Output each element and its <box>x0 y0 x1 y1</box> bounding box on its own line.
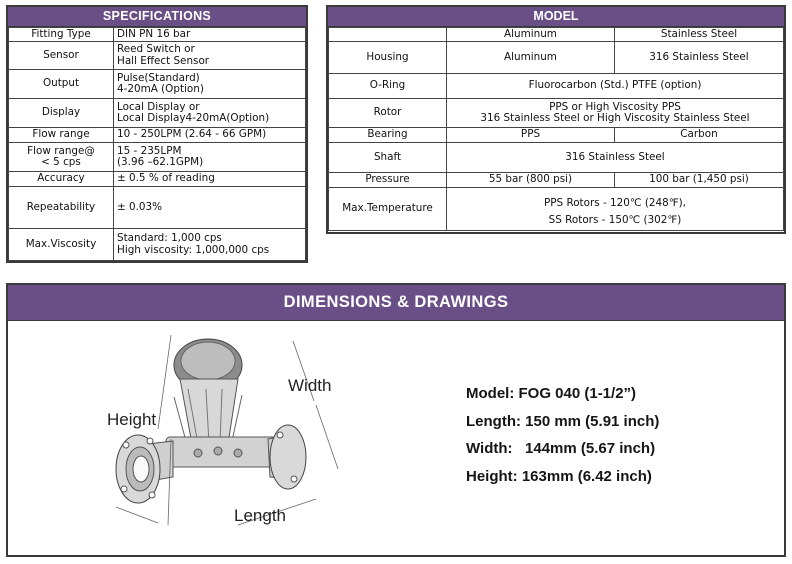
rotor-line: 316 Stainless Steel or High Viscosity Stainless Steel <box>480 112 750 124</box>
spec-value-max-viscosity <box>114 229 306 261</box>
spec-label-flow-range-cps <box>9 143 114 172</box>
table-row <box>329 99 784 128</box>
width-spec: Width: 144mm (5.67 inch) <box>466 440 656 457</box>
table-row <box>329 28 784 42</box>
table-row <box>329 42 784 74</box>
table-row <box>9 172 306 187</box>
spec-value-line: Reed Switch or <box>117 43 195 55</box>
table-row <box>9 229 306 261</box>
max-temp-line: SS Rotors - 150℃ (302℉) <box>548 213 682 226</box>
oring-value: Fluorocarbon (Std.) PTFE (option) <box>447 74 784 99</box>
height-spec: Height: 163mm (6.42 inch) <box>466 467 652 485</box>
spec-value-line: Standard: 1,000 cps <box>117 232 222 244</box>
spec-value-fitting-type: DIN PN 16 bar <box>114 28 306 42</box>
flow-meter-drawing <box>88 329 348 534</box>
dimension-specs <box>466 380 659 490</box>
model-label-bearing: Bearing <box>329 128 447 143</box>
dimensions-header: DIMENSIONS & DRAWINGS <box>8 285 784 321</box>
max-temp-line: PPS Rotors - 120℃ (248℉), <box>544 196 686 209</box>
spec-value-line: Hall Effect Sensor <box>117 54 210 67</box>
housing-aluminum: Aluminum <box>447 42 615 74</box>
rotor-line: PPS or High Viscosity PPS <box>549 100 681 113</box>
spec-label-fitting-type: Fitting Type <box>9 28 114 42</box>
table-row <box>9 128 306 143</box>
spec-label-line: < 5 cps <box>41 156 81 168</box>
spec-value-line: Pulse(Standard) <box>117 71 200 84</box>
table-row <box>9 143 306 172</box>
max-temp-value <box>447 188 784 231</box>
table-row <box>9 70 306 99</box>
right-flange <box>270 425 306 489</box>
model-label-oring: O-Ring <box>329 74 447 99</box>
table-row <box>329 74 784 99</box>
spec-label-display: Display <box>9 99 114 128</box>
model-spec: Model: FOG 040 (1-1/2”) <box>466 385 637 402</box>
spec-value-flow-range-cps <box>114 143 306 172</box>
spec-label-line: Flow range@ <box>27 144 95 157</box>
spec-value-display <box>114 99 306 128</box>
model-label-rotor: Rotor <box>329 99 447 128</box>
pressure-stainless: 100 bar (1,450 psi) <box>615 173 784 188</box>
spec-value-line: 15 - 235LPM <box>117 144 182 157</box>
spec-value-line: Local Display4-20mA(Option) <box>117 112 270 124</box>
column-header-aluminum: Aluminum <box>447 28 615 42</box>
table-row <box>329 173 784 188</box>
spec-label-sensor: Sensor <box>9 42 114 70</box>
spec-value-repeatability: ± 0.03% <box>114 187 306 229</box>
model-header: MODEL <box>328 7 784 27</box>
length-label: Length <box>234 506 286 525</box>
spec-value-line: (3.96 –62.1GPM) <box>117 156 204 168</box>
spec-value-output <box>114 70 306 99</box>
spec-value-line: High viscosity: 1,000,000 cps <box>117 243 270 256</box>
model-label-shaft: Shaft <box>329 143 447 173</box>
width-label: Width <box>288 376 332 395</box>
spec-label-repeatability: Repeatability <box>9 187 114 229</box>
model-label-pressure: Pressure <box>329 173 447 188</box>
spec-value-line: Local Display or <box>117 100 200 113</box>
spec-label-accuracy: Accuracy <box>9 172 114 187</box>
table-row <box>9 42 306 70</box>
length-spec: Length: 150 mm (5.91 inch) <box>466 412 660 430</box>
spec-label-output: Output <box>9 70 114 99</box>
table-row <box>329 128 784 143</box>
spec-value-accuracy: ± 0.5 % of reading <box>114 172 306 187</box>
column-header-stainless: Stainless Steel <box>615 28 784 42</box>
meter-body <box>180 379 238 444</box>
bearing-aluminum: PPS <box>447 128 615 143</box>
model-table <box>328 27 784 231</box>
pressure-aluminum: 55 bar (800 psi) <box>447 173 615 188</box>
table-row <box>9 187 306 229</box>
spec-label-flow-range: Flow range <box>9 128 114 143</box>
model-panel <box>326 5 786 234</box>
model-label-max-temp: Max.Temperature <box>329 188 447 231</box>
table-row <box>329 188 784 231</box>
housing-stainless: 316 Stainless Steel <box>615 42 784 74</box>
spec-label-max-viscosity: Max.Viscosity <box>9 229 114 261</box>
specifications-header: SPECIFICATIONS <box>8 7 306 27</box>
model-label-housing: Housing <box>329 42 447 74</box>
bearing-stainless: Carbon <box>615 128 784 143</box>
spec-value-sensor <box>114 42 306 70</box>
table-row <box>9 99 306 128</box>
specifications-table <box>8 27 306 261</box>
table-row <box>329 143 784 173</box>
spec-value-flow-range: 10 - 250LPM (2.64 - 66 GPM) <box>114 128 306 143</box>
rotor-value <box>447 99 784 128</box>
height-label: Height <box>107 410 157 429</box>
spec-value-line: 4-20mA (Option) <box>117 83 204 95</box>
model-corner-cell <box>329 28 447 42</box>
specifications-panel <box>6 5 308 263</box>
table-row <box>9 28 306 42</box>
dimensions-panel <box>6 283 786 557</box>
shaft-value: 316 Stainless Steel <box>447 143 784 173</box>
